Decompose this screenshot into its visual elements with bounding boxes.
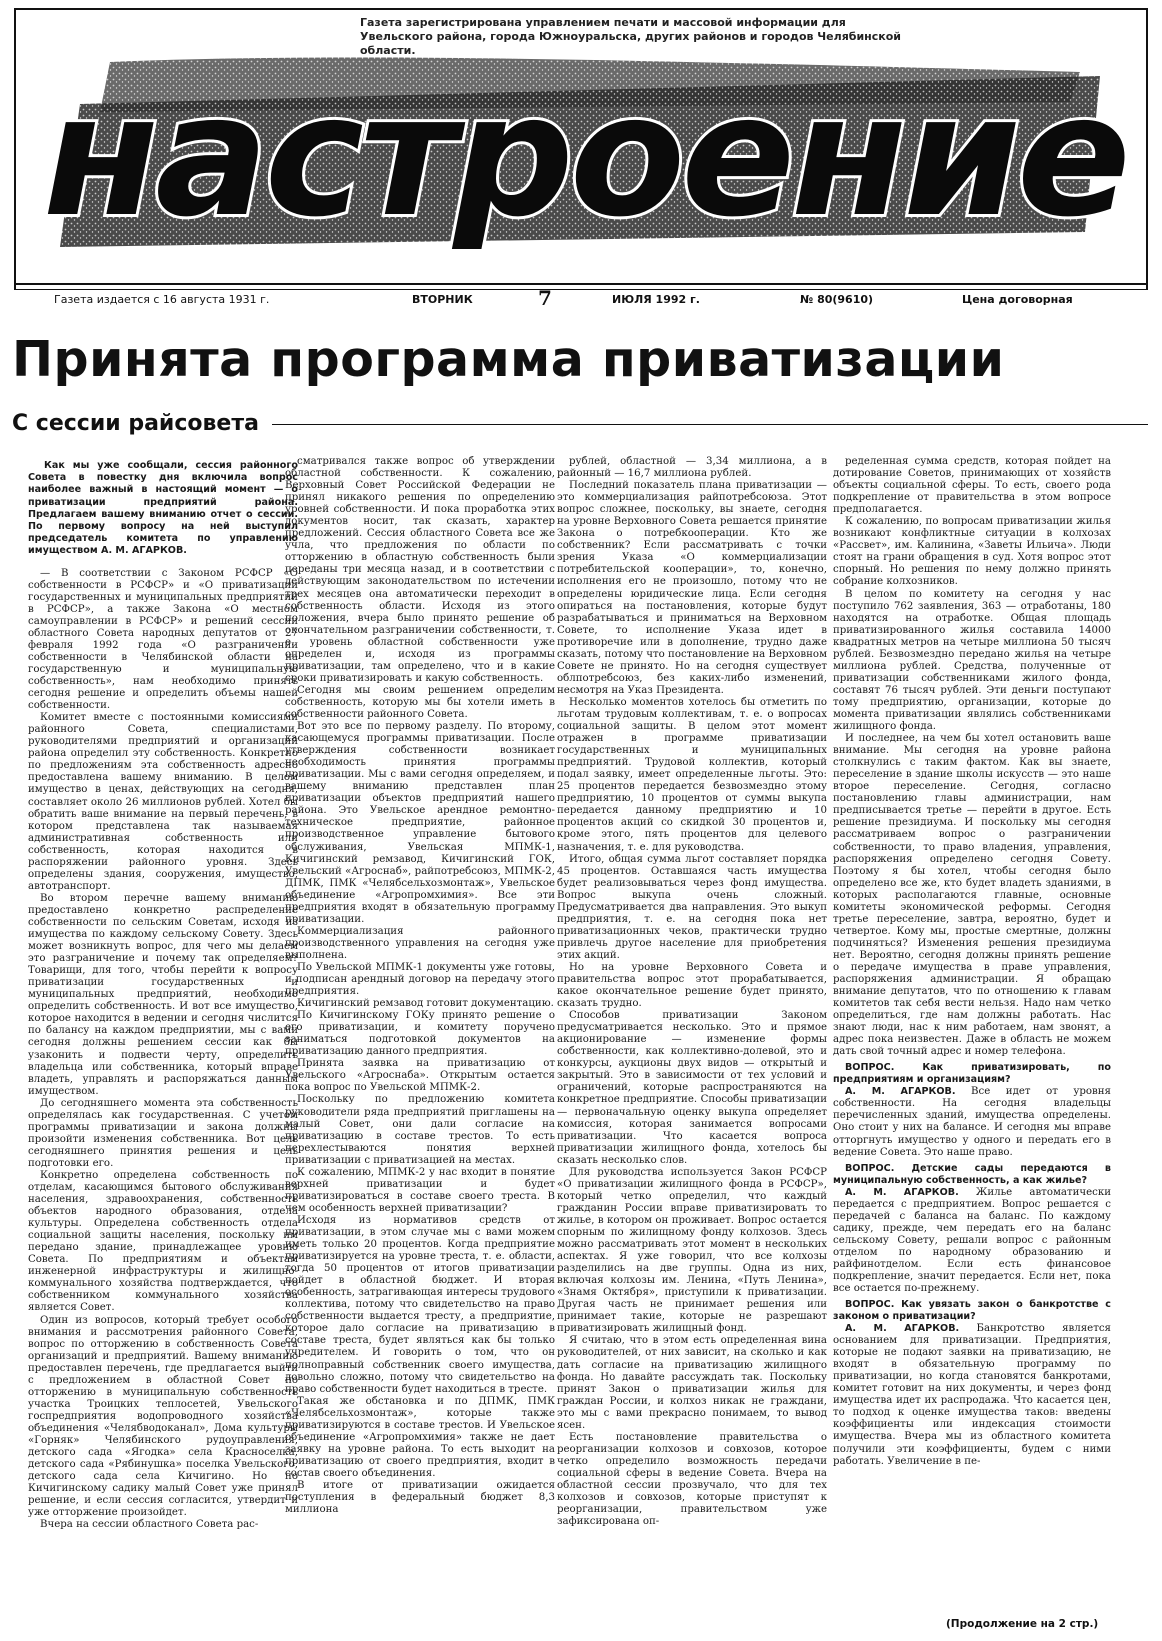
paragraph: Такая же обстановка и по ДПМК, ПМК «Челябсельхозмонтаж», которые также приватизируются в составе трестов. И Увельское объединение «Агропромхимия» также не дает заявку на уровне района. То есть выходит на приватизацию от своего предприятия, входит в состав своего объединения.: [285, 1395, 555, 1479]
subhead: С сессии райсовета: [12, 411, 259, 436]
price: Цена договорная: [962, 293, 1073, 306]
paragraph: Вчера на сессии областного Совета рас-: [40, 1519, 259, 1531]
article-lead: Как мы уже сообщали, сессия районного Совета в повестку дня включила вопрос наиболее важный в настоящий момент — о приватизации предприятий района. Предлагаем вашему вниманию отчет о сессии. По первому вопросу на ней выступил председатель комитета по управлению имуществом А. М. АГАРКОВ.: [28, 460, 298, 557]
paragraph: В итоге от приватизации ожидается поступления в федеральный бюджет 8,3 миллиона: [285, 1479, 555, 1516]
speaker: А. М. АГАРКОВ.: [845, 1323, 960, 1335]
answer: [833, 1187, 1111, 1295]
paragraph: Последний показатель плана приватизации — это коммерциализация райпотребсоюза. Этот вопрос сложнее, поскольку, вы знаете, сегодня на уровне Верховного Совета решается принятие Закона о потребкооперации. Кто же собственник? Если рассматривать с точки зрения Указа «О коммерциализации потребительской кооперации», то, конечно, исполнения его не произошло, потому что не определены юридические лица. Если сегодня опираться на постановления, которые будут разрабатываться и приниматься на Верховном Совете, то исполнение Указа идет в противоречие или в дополнение, трудно даже сказать, потому что постановление на Верховном Совете не принято. Но на сегодня существует облпотребсоюз, без каких-либо изменений, несмотря на Указ Президента.: [557, 480, 827, 696]
article-column-2: [285, 456, 555, 1636]
weekday: ВТОРНИК: [412, 293, 473, 306]
paragraph: Исходя из нормативов средств от приватизации, в этом случае мы с вами можем иметь только 20 процентов. Когда предприятие приватизируется на уровне треста, т. е. области, тогда 50 процентов от итогов приватизации пойдет в областной бюджет. И вторая особенность, затрагивающая интересы трудового коллектива, потому что свидетельство на право собственности выдается тресту, а предприятие, которое дало согласие на приватизацию в составе треста, будет являться как бы только учредителем. И говорить о том, что он полноправный собственник своего имущества, довольно сложно, потому что свидетельство на право собственности будет находиться в тресте.: [285, 1214, 555, 1395]
paragraph: Несколько моментов хотелось бы отметить по льготам трудовым коллективам, т. е. о вопросах социальной защиты. В целом этот момент отражен в программе приватизации государственных и муниципальных предприятий. Трудовой коллектив, который подал заявку, имеет определенные льготы. Это: 25 процентов передается безвозмездно этому предприятию, 10 процентов от суммы выкупа передается данному предприятию и 10 процентов акций со скидкой 30 процентов и, кроме этого, пять процентов для целевого назначения, т. е. для руководства.: [557, 696, 827, 853]
paragraph: Но на уровне Верховного Совета и правительства вопрос этот прорабатывается, какое окончательное решение будет принято, сказать трудно.: [557, 961, 827, 1010]
nameplate-logo-image: [40, 42, 1130, 272]
headline: Принята программа приватизации: [12, 331, 1005, 388]
article-column-4: [833, 456, 1111, 1636]
speaker: А. М. АГАРКОВ.: [845, 1086, 956, 1098]
paragraph: Во втором перечне вашему вниманию предоставлено конкретно распределение собственности по сельским Советам, исходя из имущества по каждому сельскому Совету. Здесь может возникнуть вопрос, для чего мы делаем это разграничение и почему так определяем? Товарищи, для того, чтобы перейти к вопросу приватизации государственных и муниципальных предприятий, необходимо определить собственность. И вот все имущество, которое находится в ведении и сегодня числится по балансу на каждом предприятии, мы с вами сегодня должны решением сессии как бы узаконить и подвести черту, определить владельца или собственника, который вправе владеть, управлять и распоряжаться данным имуществом.: [28, 892, 298, 1097]
paragraph: Поскольку по предложению комитета руководители ряда предприятий приглашены на малый Совет, они дали согласие на приватизацию в составе трестов. То есть перехлестываются понятия верхней приватизации с приватизацией на местах.: [285, 1094, 555, 1166]
paragraph: сматривался также вопрос об утверждении областной собственности. К сожалению, Верховный Совет Российской Федерации не принял никакого решения по определению уровней собственности. И пока проработка этих документов носит, так сказать, характер предложений. Сессия областного Совета все же учла, что предложения по области по отторжению в областную собственность были переданы три месяца назад, и в соответствии с действующим законодательством по истечении трех месяцев она автоматически переходит в собственность области. Исходя из этого положения, вчера было принято решение об окончательном разграничении собственности, т. е. уровень областной собственности уже определен и, исходя из программы приватизации, там определено, что и в какие сроки приватизировать и какую собственность.: [285, 456, 555, 684]
paragraph: К сожалению, МПМК-2 у нас входит в понятие верхней приватизации и будет приватизироваться в составе своего треста. В чем особенность верхней приватизации?: [285, 1166, 555, 1214]
paragraph: ределенная сумма средств, которая пойдет на дотирование Советов, принимающих от хозяйств объекты социальной сферы. То есть, своего рода подкрепление от правительства в этом вопросе предполагается.: [833, 456, 1111, 516]
registration-notice: Газета зарегистрирована управлением печати и массовой информации для Увельского района, города Южноуральска, других районов и городов Челябинской области.: [360, 16, 901, 57]
question: ВОПРОС. Как приватизировать, по предприятиям и организациям?: [833, 1062, 1111, 1086]
paragraph: Я считаю, что в этом есть определенная вина руководителей, от них зависит, на сколько и как дать согласие на приватизацию жилищного фонда. Но давайте рассуждать так. Поскольку принят Закон о приватизации жилья для граждан России, и колхоз никак не граждани, это мы с вами прекрасно понимаем, то вывод ясен.: [557, 1335, 827, 1431]
question: ВОПРОС. Детские сады передаются в муниципальную собственность, а как жилье?: [833, 1162, 1111, 1186]
founded-date: Газета издается с 16 августа 1931 г.: [54, 293, 270, 306]
paragraph: В целом по комитету на сегодня у нас поступило 762 заявления, 363 — отработаны, 180 находятся на отработке. Общая площадь приватизированного жилья составила 14000 квадратных метров на четыре миллиона 50 тысяч рублей. Безвозмездно передано жилья на четыре миллиона рублей. Средства, полученные от приватизации собственниками жилого фонда, составят 76 тысяч рублей. Эти деньги поступают тому предприятию, организации, которые до момента приватизации являлись собственниками жилищного фонда.: [833, 588, 1111, 733]
paragraph: Один из вопросов, который требует особого внимания и рассмотрения районного Совета, вопрос по отторжению в собственность Совета организаций и предприятий. Вашему вниманию предоставлен перечень, где предлагается выйти с предложением в областной Совет по отторжению в муниципальную собственность участка Троицких теплосетей, Увельского госпредприятия водопроводного хозяйства объединения «Челябводоканал», Дома культуры «Горняк» Челябинского рудоуправления, детского сада «Ягодка» села Красноселка, детского сада «Рябинушка» поселка Увельского, детского сада села Кичигино. Но по Кичигинскому садику малый Совет уже принял решение, и если сессия согласится, утвердит и уже отторжение произойдет.: [28, 1314, 298, 1519]
month-year: ИЮЛЯ 1992 г.: [612, 293, 700, 306]
answer: [833, 1086, 1111, 1158]
dateline: [14, 288, 1148, 310]
question: ВОПРОС. Как увязать закон о банкротстве с законом о приватизации?: [833, 1299, 1111, 1323]
paragraph: Способов приватизации Законом предусматривается несколько. Это и прямое акционирование — изменение формы собственности, как коллективно-долевой, это и конкурсы, аукционы двух видов — открытый и закрытый. Это в зависимости от тех условий и ограничений, которые распространяются на конкретное предприятие. Способы приватизации — первоначальную оценку выкупа определяет комиссия, которая занимается вопросами приватизации. Что касается вопроса приватизации жилищного фонда, хотелось бы сказать несколько слов.: [557, 1010, 827, 1166]
article-column-3: [557, 456, 827, 1636]
paragraph: Конкретно определена собственность по отделам, касающимся бытового обслуживания населения, здравоохранения, собственность объектов народного образования, отдела культуры. Определена собственность отдела социальной защиты населения, поскольку им передано здание, принадлежащее уровню Совета. По предприятиям и объектам инженерной инфраструктуры и жилищно-коммунального хозяйства подтверждается, что собственником коммунального хозяйства является Совет.: [28, 1169, 298, 1314]
answer-text: Жилье автоматически передается с предприятием. Вопрос решается с передачей с баланса на баланс. По каждому садику, прежде, чем передать его на баланс сельскому Совету, решали вопрос с районным отделом по народному образованию и райфинотделом. Если есть финансовое подкрепление, значит передается. Если нет, пока все остается по-прежнему.: [833, 1186, 1111, 1294]
day-number: 7: [538, 286, 552, 310]
paragraph: Принята заявка на приватизацию от Увельского «Агроснаба». Открытым остается пока вопрос по Увельской МПМК-2.: [285, 1058, 555, 1094]
paragraph: Вот это все по первому разделу. По второму, касающемуся программы приватизации. После утверждения собственности возникает необходимость принятия программы приватизации. Мы с вами сегодня определяем, и вашему вниманию представлен план приватизации объектов предприятий нашего района. Это Увельское арендное ремонтно-техническое предприятие, районное производственное управление бытового обслуживания, Увельская МПМК-1, Кичигинский ремзавод, Кичигинский ГОК, Увельский «Агроснаб», райпотребсоюз, МПМК-2, ДПМК, ПМК «Челябсельхозмонтаж», Увельское объединение «Агропромхимия». Все эти предприятия входят в обязательную программу приватизации.: [285, 721, 555, 925]
paragraph: По Увельской МПМК-1 документы уже готовы, и подписан арендный договор на передачу этого предприятия.: [285, 961, 555, 998]
paragraph: Для руководства используется Закон РСФСР «О приватизации жилищного фонда в РСФСР», который четко определил, что каждый гражданин России вправе приватизировать то жилье, в котором он проживает. Вопрос остается спорным по жилищному фонду колхозов. Здесь можно рассматривать этот момент в нескольких аспектах. Я уже говорил, что все колхозы разделились на две группы. Одна из них, включая колхозы им. Ленина, «Путь Ленина», «Знамя Октября», приступили к приватизации. Другая часть не принимает решения или принимает такие, которые не разрешают приватизировать жилищный фонд.: [557, 1166, 827, 1335]
paragraph: Есть постановление правительства о реорганизации колхозов и совхозов, которое четко определило возможность передачи социальной сферы в ведение Совета. Вчера на областной сессии прозвучало, что для тех колхозов и совхозов, которые приступят к реорганизации, правительством уже зафиксирована оп-: [557, 1431, 827, 1528]
paragraph: По Кичигинскому ГОКу принято решение о его приватизации, и комитету поручено заниматься подготовкой документов на приватизацию данного предприятия.: [285, 1010, 555, 1058]
paragraph: К сожалению, по вопросам приватизации жилья возникают конфликтные ситуации в колхозах «Рассвет», им. Калинина, «Заветы Ильича». Люди стоят на грани обращения в суд. Хотя вопрос этот спорный. Но решения по нему должно принять собрание колхозников.: [833, 516, 1111, 588]
paragraph: Кичигинский ремзавод готовит документацию.: [297, 998, 554, 1010]
paragraph: Сегодня мы своим решением определим собственность, которую мы бы хотели иметь в собственности районного Совета.: [285, 684, 555, 720]
answer-text: Банкротство является основанием для приватизации. Предприятия, которые не подают заявки на приватизацию, не входят в обязательную программу по приватизации, но когда становятся банкротами, комитет готовит на них документы, и через фонд имущества идет их распродажа. Что касается цен, то подход к оценке имущества таков: введены коэффициенты или индексация стоимости имущества. Вчера мы из областного комитета получили эти коэффициенты, будем с ними работать. Увеличение в пе-: [833, 1323, 1111, 1467]
answer: [833, 1323, 1111, 1468]
paragraph: Коммерциализация районного производственного управления на сегодня уже выполнена.: [285, 925, 555, 961]
paragraph: Итого, общая сумма льгот составляет порядка 45 процентов. Оставшаяся часть имущества будет реализовываться через фонд имущества. Вопрос выкупа очень сложный. Предусматривается два направления. Это выкуп предприятия, т. е. на сегодня пока нет приватизационных чеков, практически трудно привлечь другое население для приобретения этих акций.: [557, 853, 827, 961]
article-column-1: [28, 460, 298, 1640]
nameplate-logo: [40, 42, 1130, 272]
issue-number: № 80(9610): [800, 293, 874, 306]
paragraph: И последнее, на чем бы хотел остановить ваше внимание. Мы сегодня на уровне района столкнулись с таким фактом. Как вы знаете, переселение в здание школы искусств — это наше второе переселение. Сегодня, согласно постановлению главы администрации, нам предписывается третье — перейти в другое. Есть решение президиума. И поскольку мы сегодня рассматриваем вопрос о разграничении собственности, то право владения, управления, распоряжения определено сегодня Совету. Поэтому я бы хотел, чтобы сегодня было определено все же, кто будет владеть зданиями, в которых располагаются главные, основные комитеты экономической реформы. Сегодня третье переселение, завтра, вероятно, будет и четвертое. Кому мы, простые смертные, должны подчиняться? Изменения решения президиума нет. Вероятно, сегодня должны принять решение о передаче имущества в праве управления, распоряжения администрации. Я обращаю внимание депутатов, что по отношению к главам комитетов так себя вести нельзя. Надо нам четко определиться, где нам должны работать. Нас знают люди, нас к ним работаем, нам звонят, а адрес пока неизвестен. Даже в область не можем дать свой точный адрес и номер телефона.: [833, 733, 1111, 1058]
paragraph: рублей, областной — 3,34 миллиона, а в районный — 16,7 миллиона рублей.: [557, 456, 827, 480]
answer-text: Все идет от уровня собственности. На сегодня владельцы перечисленных зданий, имущества определены. Оно стоит у них на балансе. И сегодня мы вправе отторгнуть имущество у одного и передать его в ведение Совета. Это наше право.: [833, 1086, 1111, 1158]
paragraph: — В соответствии с Законом РСФСР «О собственности в РСФСР» и «О приватизации государственных и муниципальных предприятий в РСФСР», а также Закона «О местном самоуправлении в РСФСР» и решений сессии областного Совета народных депутатов от 27 февраля 1992 года «О разграничении собственности в Челябинской области на государственную и муниципальную собственность», нам необходимо принять сегодня решение и определить объемы нашей собственности.: [28, 567, 298, 712]
svg-text:настроение: настроение: [43, 58, 1127, 254]
continued-note: (Продолжение на 2 стр.): [946, 1618, 1099, 1630]
subhead-rule: [272, 424, 1148, 425]
paragraph: Комитет вместе с постоянными комиссиями районного Совета, специалистами, руководителями предприятий и организаций района определил эту собственность. Конкретно по предложениям эта собственность адресно предоставлена вашему вниманию. В целом имущество в ценах, действующих на сегодня, составляет около 26 миллионов рублей. Хотел бы обратить ваше внимание на первый перечень, в котором представлена так называемая административная собственность или собственность, которая находится в распоряжении районного уровня. Здесь определены здания, сооружения, имущество, автотранспорт.: [28, 712, 298, 892]
speaker: А. М. АГАРКОВ.: [845, 1186, 959, 1198]
paragraph: До сегодняшнего момента эта собственность определялась как государственная. С учетом программы приватизации и закона должны произойти изменения собственника. Вот цель сегодняшнего принятия решения и цель подготовки его.: [28, 1097, 298, 1169]
